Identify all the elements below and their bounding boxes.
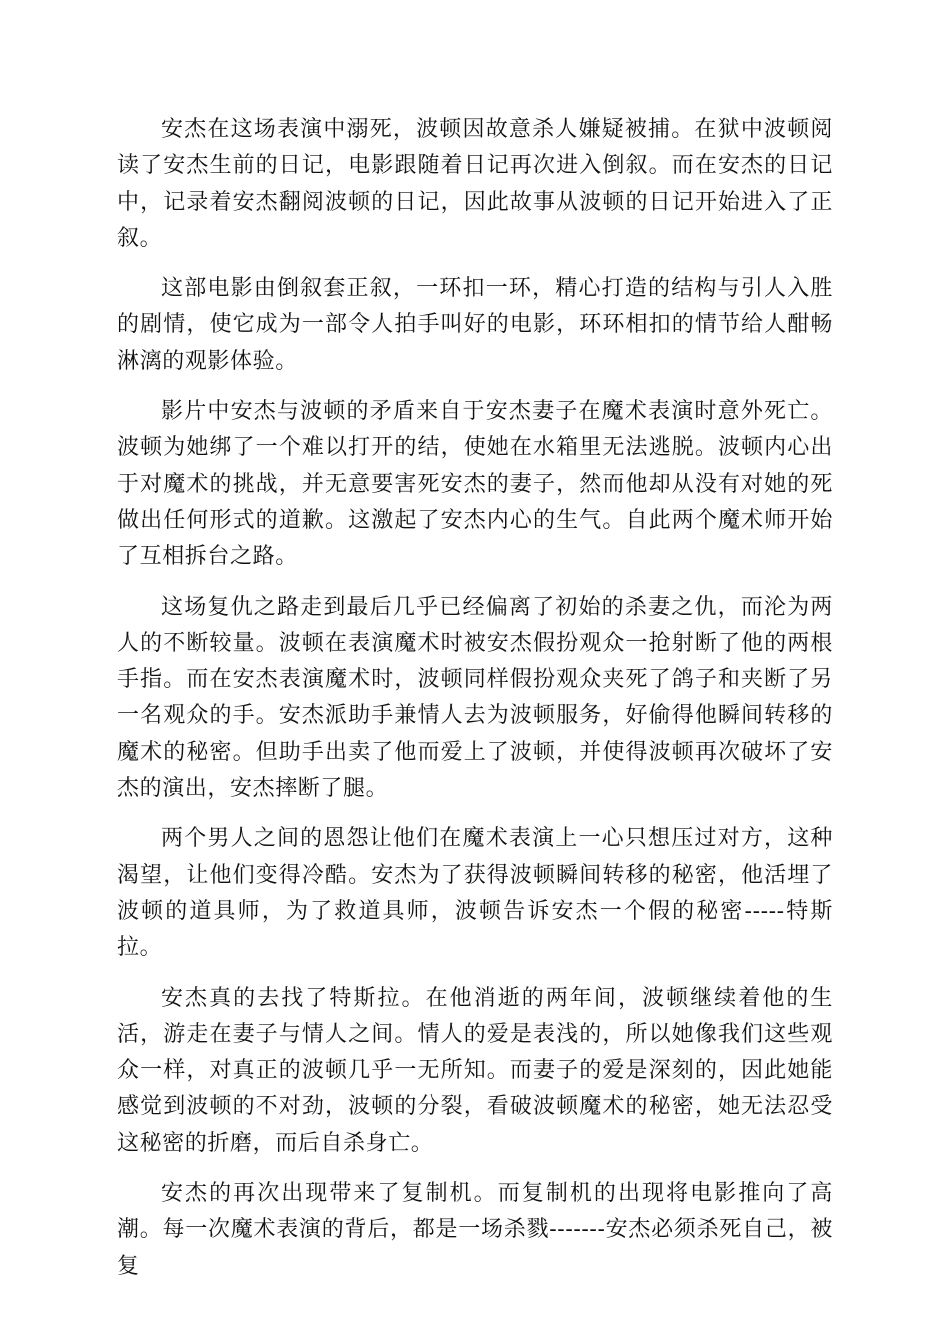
paragraph-1: 安杰在这场表演中溺死，波顿因故意杀人嫌疑被捕。在狱中波顿阅读了安杰生前的日记，电影跟随着日记再次进入倒叙。而在安杰的日记中，记录着安杰翻阅波顿的日记，因此故事从波顿的日记开始进入了正叙。 <box>117 117 833 251</box>
paragraph-5: 两个男人之间的恩怨让他们在魔术表演上一心只想压过对方，这种渴望，让他们变得冷酷。安杰为了获得波顿瞬间转移的秘密，他活埋了波顿的道具师，为了救道具师，波顿告诉安杰一个假的秘密-----特斯拉。 <box>117 826 833 961</box>
paragraph-3: 影片中安杰与波顿的矛盾来自于安杰妻子在魔术表演时意外死亡。波顿为她绑了一个难以打开的结，使她在水箱里无法逃脱。波顿内心出于对魔术的挑战，并无意要害死安杰的妻子，然而他却从没有对她的死做出任何形式的道歉。这激起了安杰内心的生气。自此两个魔术师开始了互相拆台之路。 <box>117 399 833 570</box>
paragraph-7: 安杰的再次出现带来了复制机。而复制机的出现将电影推向了高潮。每一次魔术表演的背后，都是一场杀戮-------安杰必须杀死自己，被复 <box>117 1181 833 1279</box>
paragraph-4: 这场复仇之路走到最后几乎已经偏离了初始的杀妻之仇，而沦为两人的不断较量。波顿在表演魔术时被安杰假扮观众一抢射断了他的两根手指。而在安杰表演魔术时，波顿同样假扮观众夹死了鸽子和夹断了另一名观众的手。安杰派助手兼情人去为波顿服务，好偷得他瞬间转移的魔术的秘密。但助手出卖了他而爱上了波顿，并使得波顿再次破坏了安杰的演出，安杰摔断了腿。 <box>117 594 833 802</box>
document-body <box>117 112 833 1299</box>
paragraph-2: 这部电影由倒叙套正叙，一环扣一环，精心打造的结构与引人入胜的剧情，使它成为一部令人拍手叫好的电影，环环相扣的情节给人酣畅淋漓的观影体验。 <box>117 276 833 374</box>
paragraph-6: 安杰真的去找了特斯拉。在他消逝的两年间，波顿继续着他的生活，游走在妻子与情人之间。情人的爱是表浅的，所以她像我们这些观众一样，对真正的波顿几乎一无所知。而妻子的爱是深刻的，因此她能感觉到波顿的不对劲，波顿的分裂，看破波顿魔术的秘密，她无法忍受这秘密的折磨，而后自杀身亡。 <box>117 985 833 1156</box>
